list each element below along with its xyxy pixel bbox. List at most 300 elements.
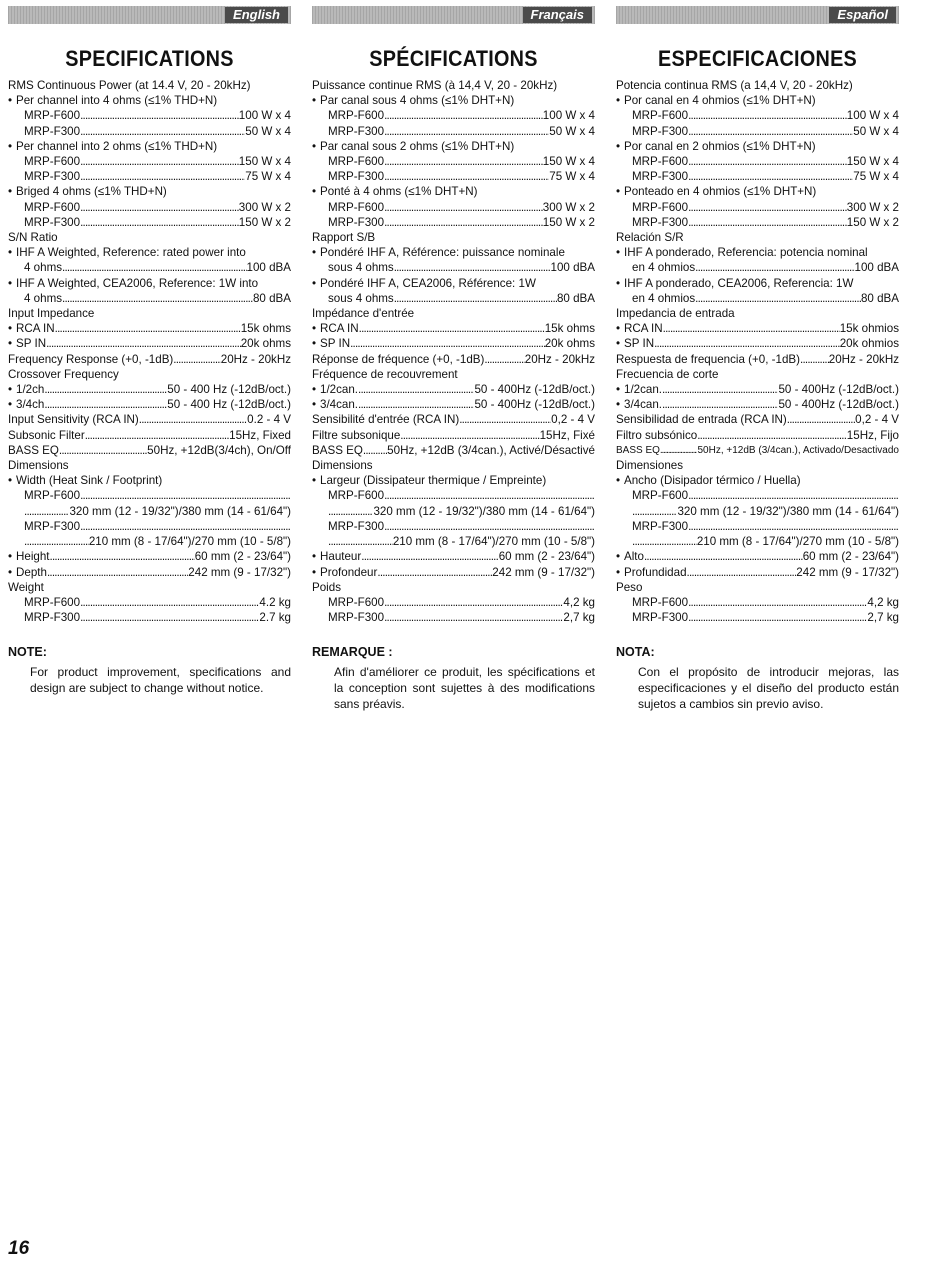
spec-label: Réponse de fréquence (+0, -1dB) bbox=[312, 352, 485, 366]
dot-leader bbox=[660, 443, 698, 458]
spec-label: Dimensions bbox=[8, 459, 69, 473]
spec-value: 300 W x 2 bbox=[846, 200, 899, 214]
spec-label: MRP-F600 bbox=[24, 595, 81, 609]
dot-leader bbox=[459, 412, 551, 427]
spec-row bbox=[8, 428, 291, 443]
dot-leader bbox=[80, 154, 239, 169]
spec-label: • SP IN bbox=[320, 336, 350, 351]
dot-leader bbox=[384, 200, 543, 215]
note-heading: NOTE: bbox=[8, 645, 47, 660]
spec-label: Puissance continue RMS (à 14,4 V, 20 - 20kHz) bbox=[312, 79, 558, 92]
spec-label: • Depth bbox=[16, 565, 47, 580]
spec-label: Dimensiones bbox=[616, 459, 684, 473]
spec-value: 100 dBA bbox=[550, 261, 595, 275]
dot-leader bbox=[80, 215, 239, 230]
spec-label: MRP-F300 bbox=[632, 215, 689, 229]
spec-value: 4.2 kg bbox=[259, 595, 291, 609]
spec-value: 100 W x 4 bbox=[542, 109, 595, 123]
spec-value: 150 W x 4 bbox=[846, 155, 899, 169]
spec-row bbox=[312, 215, 595, 230]
spec-value: 50 - 400 Hz (-12dB/oct.) bbox=[167, 398, 291, 412]
spec-label: BASS EQ bbox=[616, 444, 660, 456]
spec-value: 242 mm (9 - 17/32") bbox=[796, 565, 899, 579]
spec-row bbox=[616, 610, 899, 625]
spec-label: sous 4 ohms bbox=[328, 291, 394, 305]
spec-label: MRP-F600 bbox=[632, 155, 689, 169]
spec-label: MRP-F600 bbox=[328, 200, 385, 214]
spec-row bbox=[616, 321, 899, 336]
spec-row bbox=[8, 169, 291, 184]
dot-leader bbox=[663, 321, 840, 336]
dot-leader bbox=[358, 382, 474, 397]
dot-leader bbox=[384, 610, 563, 625]
spec-value: 100 dBA bbox=[854, 261, 899, 275]
spec-value: 210 mm (8 - 17/64")/270 mm (10 - 5/8") bbox=[88, 535, 291, 549]
spec-row bbox=[616, 595, 899, 610]
note-heading: REMARQUE : bbox=[312, 645, 393, 660]
spec-value: 50Hz, +12dB (3/4can.), Activé/Désactivé bbox=[387, 443, 595, 457]
dot-leader bbox=[688, 595, 867, 610]
spec-row bbox=[312, 382, 595, 397]
spec-row bbox=[616, 580, 899, 595]
dot-leader bbox=[384, 595, 563, 610]
spec-value: 80 dBA bbox=[860, 291, 899, 305]
spec-row bbox=[616, 108, 899, 123]
spec-row bbox=[8, 382, 291, 397]
spec-value: 320 mm (12 - 19/32")/380 mm (14 - 61/64") bbox=[373, 504, 595, 518]
spec-label: • 1/2ch bbox=[16, 382, 44, 397]
spec-value: 80 dBA bbox=[556, 291, 595, 305]
spec-label: Input Sensitivity (RCA IN) bbox=[8, 413, 139, 427]
spec-label: • IHF A ponderado, CEA2006, Referencia: 1W bbox=[624, 276, 853, 291]
spec-row bbox=[312, 336, 595, 351]
spec-value: 20k ohms bbox=[544, 337, 595, 351]
spec-row bbox=[8, 610, 291, 625]
spec-label: MRP-F600 bbox=[632, 200, 689, 214]
dot-leader bbox=[139, 412, 247, 427]
spec-label: MRP-F300 bbox=[328, 519, 385, 533]
spec-label: Respuesta de frequencia (+0, -1dB) bbox=[616, 352, 800, 366]
spec-value: 50 - 400 Hz (-12dB/oct.) bbox=[167, 383, 291, 397]
spec-row bbox=[8, 336, 291, 351]
spec-label: Sensibilidad de entrada (RCA IN) bbox=[616, 413, 787, 427]
spec-value: 75 W x 4 bbox=[549, 170, 595, 184]
spec-label: MRP-F300 bbox=[632, 611, 689, 625]
dot-leader bbox=[361, 549, 498, 564]
spec-row bbox=[8, 473, 291, 488]
spec-label: MRP-F600 bbox=[632, 489, 689, 503]
spec-value: 150 W x 4 bbox=[542, 155, 595, 169]
dot-leader bbox=[24, 504, 69, 519]
spec-label: • Por canal en 2 ohmios (≤1% DHT+N) bbox=[624, 139, 816, 154]
dot-leader bbox=[695, 291, 861, 306]
dot-leader bbox=[644, 549, 803, 564]
spec-row bbox=[312, 93, 595, 108]
spec-row bbox=[8, 443, 291, 458]
spec-row bbox=[8, 397, 291, 412]
spec-row bbox=[616, 200, 899, 215]
spec-row bbox=[8, 321, 291, 336]
spec-value: 100 dBA bbox=[246, 261, 291, 275]
spec-label: Subsonic Filter bbox=[8, 428, 85, 442]
dot-leader bbox=[328, 534, 393, 549]
dot-leader bbox=[688, 169, 853, 184]
spec-row bbox=[616, 154, 899, 169]
spec-row bbox=[8, 306, 291, 321]
spec-value: 210 mm (8 - 17/64")/270 mm (10 - 5/8") bbox=[392, 535, 595, 549]
spec-label: • Por canal en 4 ohmios (≤1% DHT+N) bbox=[624, 93, 816, 108]
spec-label: S/N Ratio bbox=[8, 231, 58, 245]
dot-leader bbox=[80, 610, 259, 625]
spec-row bbox=[8, 139, 291, 154]
spec-row bbox=[616, 291, 899, 306]
french-column bbox=[312, 6, 595, 712]
spec-row bbox=[312, 260, 595, 275]
dot-leader bbox=[394, 260, 551, 275]
spec-value: 15Hz, Fijo bbox=[846, 428, 899, 442]
spec-row bbox=[312, 504, 595, 519]
dot-leader bbox=[24, 534, 89, 549]
dot-leader bbox=[328, 504, 373, 519]
spec-label: • Ponté à 4 ohms (≤1% DHT+N) bbox=[320, 184, 477, 199]
spec-row bbox=[8, 215, 291, 230]
spec-label: • IHF A ponderado, Referencia: potencia nominal bbox=[624, 245, 868, 260]
spec-row bbox=[312, 184, 595, 199]
spec-row bbox=[8, 412, 291, 427]
dot-leader bbox=[80, 124, 245, 139]
spec-row bbox=[8, 534, 291, 549]
spec-value: 15Hz, Fixé bbox=[539, 428, 595, 442]
spec-row bbox=[616, 230, 899, 245]
spec-label: MRP-F300 bbox=[24, 611, 81, 625]
section-title: ESPECIFICACIONES bbox=[657, 46, 858, 71]
spec-list bbox=[8, 78, 291, 625]
dot-leader bbox=[173, 352, 220, 367]
spec-row bbox=[616, 336, 899, 351]
dot-leader bbox=[80, 108, 239, 123]
spec-row bbox=[8, 458, 291, 473]
spec-row bbox=[8, 367, 291, 382]
spec-row bbox=[8, 154, 291, 169]
spec-row bbox=[8, 580, 291, 595]
spec-value: 320 mm (12 - 19/32")/380 mm (14 - 61/64") bbox=[69, 504, 291, 518]
spec-label: Dimensions bbox=[312, 459, 373, 473]
spec-label: MRP-F600 bbox=[328, 109, 385, 123]
spec-value: 320 mm (12 - 19/32")/380 mm (14 - 61/64") bbox=[677, 504, 899, 518]
page-number: 16 bbox=[8, 1238, 30, 1259]
spec-row bbox=[616, 184, 899, 199]
dot-leader bbox=[80, 200, 239, 215]
spec-value: 15k ohms bbox=[544, 322, 595, 336]
spec-row bbox=[8, 549, 291, 564]
dot-leader bbox=[662, 382, 778, 397]
spec-value: 50Hz, +12dB(3/4ch), On/Off bbox=[147, 443, 291, 457]
language-tag: English bbox=[225, 7, 288, 23]
spec-label: • Height bbox=[16, 549, 50, 564]
spec-value: 4,2 kg bbox=[563, 595, 595, 609]
spec-row bbox=[616, 443, 899, 458]
spec-row bbox=[616, 488, 899, 503]
spec-value: 4,2 kg bbox=[867, 595, 899, 609]
spec-label: Filtre subsonique bbox=[312, 428, 401, 442]
spec-label: MRP-F600 bbox=[24, 200, 81, 214]
dot-leader bbox=[85, 428, 229, 443]
spec-value: 242 mm (9 - 17/32") bbox=[188, 565, 291, 579]
spec-label: Frequency Response (+0, -1dB) bbox=[8, 352, 174, 366]
dot-leader bbox=[384, 488, 595, 503]
spec-label: Relación S/R bbox=[616, 231, 684, 245]
spec-row bbox=[312, 154, 595, 169]
spec-value: 2,7 kg bbox=[563, 611, 595, 625]
spec-label: BASS EQ bbox=[312, 443, 363, 457]
spec-row bbox=[8, 504, 291, 519]
dot-leader bbox=[688, 610, 867, 625]
spec-row bbox=[8, 124, 291, 139]
spec-row bbox=[312, 443, 595, 458]
spec-row bbox=[8, 108, 291, 123]
spec-row bbox=[312, 580, 595, 595]
spec-value: 50 W x 4 bbox=[853, 124, 899, 138]
spec-row bbox=[616, 367, 899, 382]
spec-row bbox=[616, 549, 899, 564]
spec-value: 0,2 - 4 V bbox=[551, 413, 595, 427]
spec-row bbox=[616, 382, 899, 397]
spec-row bbox=[8, 488, 291, 503]
spec-value: 80 dBA bbox=[252, 291, 291, 305]
spec-label: • Alto bbox=[624, 549, 644, 564]
spec-row bbox=[616, 169, 899, 184]
spec-row bbox=[312, 108, 595, 123]
spec-value: 75 W x 4 bbox=[245, 170, 291, 184]
spec-value: 0.2 - 4 V bbox=[247, 413, 291, 427]
dot-leader bbox=[350, 336, 545, 351]
spec-row bbox=[8, 78, 291, 93]
dot-leader bbox=[384, 108, 543, 123]
language-tag: Français bbox=[523, 7, 592, 23]
spec-value: 150 W x 2 bbox=[542, 215, 595, 229]
spec-label: • Briged 4 ohms (≤1% THD+N) bbox=[16, 184, 167, 199]
dot-leader bbox=[80, 488, 291, 503]
spec-value: 15Hz, Fixed bbox=[229, 428, 291, 442]
spec-label: • Profondeur bbox=[320, 565, 377, 580]
spec-label: • Ponteado en 4 ohmios (≤1% DHT+N) bbox=[624, 184, 816, 199]
language-tag: Español bbox=[829, 7, 896, 23]
spec-row bbox=[616, 124, 899, 139]
spec-value: 20k ohmios bbox=[839, 337, 899, 351]
spec-label: • IHF A Weighted, CEA2006, Reference: 1W into bbox=[16, 276, 258, 291]
dot-leader bbox=[632, 504, 677, 519]
dot-leader bbox=[384, 519, 595, 534]
spec-label: • Pondéré IHF A, Référence: puissance nominale bbox=[320, 245, 565, 260]
spec-value: 50 W x 4 bbox=[549, 124, 595, 138]
spec-label: MRP-F300 bbox=[24, 215, 81, 229]
spec-value: 2.7 kg bbox=[259, 611, 291, 625]
spec-label: MRP-F300 bbox=[24, 519, 81, 533]
note-text: Con el propósito de introducir mejoras, las especificaciones y el diseño del producto están sujetos a cambios sin previo aviso. bbox=[638, 665, 899, 712]
spec-row bbox=[312, 306, 595, 321]
spec-row bbox=[616, 504, 899, 519]
spec-row bbox=[616, 534, 899, 549]
dot-leader bbox=[80, 595, 259, 610]
spec-row bbox=[616, 93, 899, 108]
spec-value: 242 mm (9 - 17/32") bbox=[492, 565, 595, 579]
spec-row bbox=[312, 245, 595, 260]
spec-value: 100 W x 4 bbox=[846, 109, 899, 123]
dot-leader bbox=[80, 519, 291, 534]
spec-label: • Hauteur bbox=[320, 549, 361, 564]
spec-label: Crossover Frequency bbox=[8, 367, 119, 381]
spec-label: sous 4 ohms bbox=[328, 261, 394, 275]
spec-label: • RCA IN bbox=[624, 321, 663, 336]
note-heading: NOTA: bbox=[616, 645, 655, 660]
spec-label: MRP-F300 bbox=[632, 519, 689, 533]
spec-label: en 4 ohmios bbox=[632, 291, 696, 305]
dot-leader bbox=[400, 428, 539, 443]
spec-row bbox=[312, 367, 595, 382]
spec-label: • SP IN bbox=[624, 336, 654, 351]
dot-leader bbox=[384, 124, 549, 139]
spec-row bbox=[312, 200, 595, 215]
spec-row bbox=[312, 124, 595, 139]
spec-value: 150 W x 2 bbox=[238, 215, 291, 229]
spec-label: • Profundidad bbox=[624, 565, 687, 580]
spec-label: Fréquence de recouvrement bbox=[312, 367, 458, 381]
spec-label: 4 ohms bbox=[24, 291, 63, 305]
dot-leader bbox=[47, 565, 188, 580]
spec-value: 60 mm (2 - 23/64") bbox=[498, 550, 595, 564]
dot-leader bbox=[44, 382, 167, 397]
note-text: For product improvement, specifications and design are subject to change without notice. bbox=[30, 665, 291, 696]
spec-label: MRP-F600 bbox=[24, 489, 81, 503]
spec-row bbox=[312, 549, 595, 564]
spec-row bbox=[312, 412, 595, 427]
spec-row bbox=[312, 291, 595, 306]
spec-label: MRP-F600 bbox=[632, 109, 689, 123]
spec-value: 0,2 - 4 V bbox=[855, 413, 899, 427]
spec-row bbox=[312, 230, 595, 245]
spec-label: • Par canal sous 2 ohms (≤1% DHT+N) bbox=[320, 139, 514, 154]
spec-label: MRP-F600 bbox=[24, 155, 81, 169]
spec-label: • Par canal sous 4 ohms (≤1% DHT+N) bbox=[320, 93, 514, 108]
spec-label: • Width (Heat Sink / Footprint) bbox=[16, 473, 162, 488]
spec-label: MRP-F300 bbox=[632, 124, 689, 138]
spec-label: Rapport S/B bbox=[312, 231, 376, 245]
spec-value: 150 W x 2 bbox=[846, 215, 899, 229]
spec-value: 210 mm (8 - 17/64")/270 mm (10 - 5/8") bbox=[696, 535, 899, 549]
spec-label: Frecuencia de corte bbox=[616, 367, 719, 381]
spec-label: Potencia continua RMS (a 14,4 V, 20 - 20kHz) bbox=[616, 79, 853, 92]
spec-label: • IHF A Weighted, Reference: rated power into bbox=[16, 245, 246, 260]
spec-row bbox=[312, 169, 595, 184]
section-title: SPÉCIFICATIONS bbox=[369, 46, 538, 71]
spec-label: MRP-F600 bbox=[328, 595, 385, 609]
dot-leader bbox=[688, 154, 847, 169]
spec-value: 20Hz - 20kHz bbox=[220, 352, 291, 366]
dot-leader bbox=[384, 169, 549, 184]
spec-row bbox=[312, 519, 595, 534]
dot-leader bbox=[44, 397, 167, 412]
spec-value: 50 - 400Hz (-12dB/oct.) bbox=[474, 398, 595, 412]
spec-label: Impédance d'entrée bbox=[312, 307, 415, 321]
spec-label: • Pondéré IHF A, CEA2006, Référence: 1W bbox=[320, 276, 536, 291]
dot-leader bbox=[359, 321, 545, 336]
spec-label: RMS Continuous Power (at 14.4 V, 20 - 20kHz) bbox=[8, 79, 251, 92]
spec-value: 75 W x 4 bbox=[853, 170, 899, 184]
spec-value: 50 - 400Hz (-12dB/oct.) bbox=[778, 398, 899, 412]
spec-row bbox=[312, 397, 595, 412]
spec-row bbox=[312, 321, 595, 336]
spanish-column bbox=[616, 6, 899, 712]
spec-value: 50 - 400Hz (-12dB/oct.) bbox=[778, 383, 899, 397]
language-bar bbox=[312, 6, 595, 24]
dot-leader bbox=[46, 336, 241, 351]
spec-row bbox=[8, 260, 291, 275]
spec-row bbox=[312, 595, 595, 610]
spec-row bbox=[616, 276, 899, 291]
spec-label: • 1/2can. bbox=[320, 382, 358, 397]
spec-label: • 1/2can. bbox=[624, 382, 662, 397]
spec-row bbox=[616, 397, 899, 412]
spec-row bbox=[312, 428, 595, 443]
spec-label: Filtro subsónico bbox=[616, 428, 698, 442]
spec-row bbox=[312, 565, 595, 580]
dot-leader bbox=[384, 215, 543, 230]
dot-leader bbox=[59, 443, 147, 458]
spec-row bbox=[8, 519, 291, 534]
dot-leader bbox=[358, 397, 474, 412]
spec-row bbox=[8, 230, 291, 245]
spec-row bbox=[312, 534, 595, 549]
spec-value: 50 W x 4 bbox=[245, 124, 291, 138]
spec-row bbox=[8, 276, 291, 291]
spec-row bbox=[616, 260, 899, 275]
spec-label: Sensibilité d'entrée (RCA IN) bbox=[312, 413, 460, 427]
spec-label: Impedancia de entrada bbox=[616, 307, 735, 321]
dot-leader bbox=[55, 321, 241, 336]
spec-row bbox=[8, 291, 291, 306]
dot-leader bbox=[800, 352, 829, 367]
spec-row bbox=[616, 473, 899, 488]
dot-leader bbox=[688, 108, 847, 123]
spec-label: • 3/4can. bbox=[624, 397, 662, 412]
spec-label: • RCA IN bbox=[320, 321, 359, 336]
spec-row bbox=[312, 139, 595, 154]
dot-leader bbox=[484, 352, 524, 367]
spec-row bbox=[312, 488, 595, 503]
spec-value: 15k ohmios bbox=[839, 322, 899, 336]
dot-leader bbox=[688, 200, 847, 215]
dot-leader bbox=[363, 443, 387, 458]
dot-leader bbox=[50, 549, 195, 564]
dot-leader bbox=[62, 260, 246, 275]
note-text: Afin d'améliorer ce produit, les spécifications et la conception sont sujettes à des modifications sans préavis. bbox=[334, 665, 595, 712]
spec-row bbox=[8, 245, 291, 260]
spec-label: • Largeur (Dissipateur thermique / Empreinte) bbox=[320, 473, 546, 488]
spec-row bbox=[8, 595, 291, 610]
spec-row bbox=[8, 565, 291, 580]
spec-label: • Ancho (Disipador térmico / Huella) bbox=[624, 473, 801, 488]
spec-label: MRP-F300 bbox=[24, 170, 81, 184]
dot-leader bbox=[632, 534, 697, 549]
dot-leader bbox=[662, 397, 778, 412]
spec-label: BASS EQ bbox=[8, 443, 59, 457]
spec-row bbox=[312, 473, 595, 488]
dot-leader bbox=[688, 215, 847, 230]
spec-row bbox=[616, 352, 899, 367]
spec-label: • 3/4ch bbox=[16, 397, 44, 412]
dot-leader bbox=[787, 412, 855, 427]
spec-label: MRP-F300 bbox=[24, 124, 81, 138]
